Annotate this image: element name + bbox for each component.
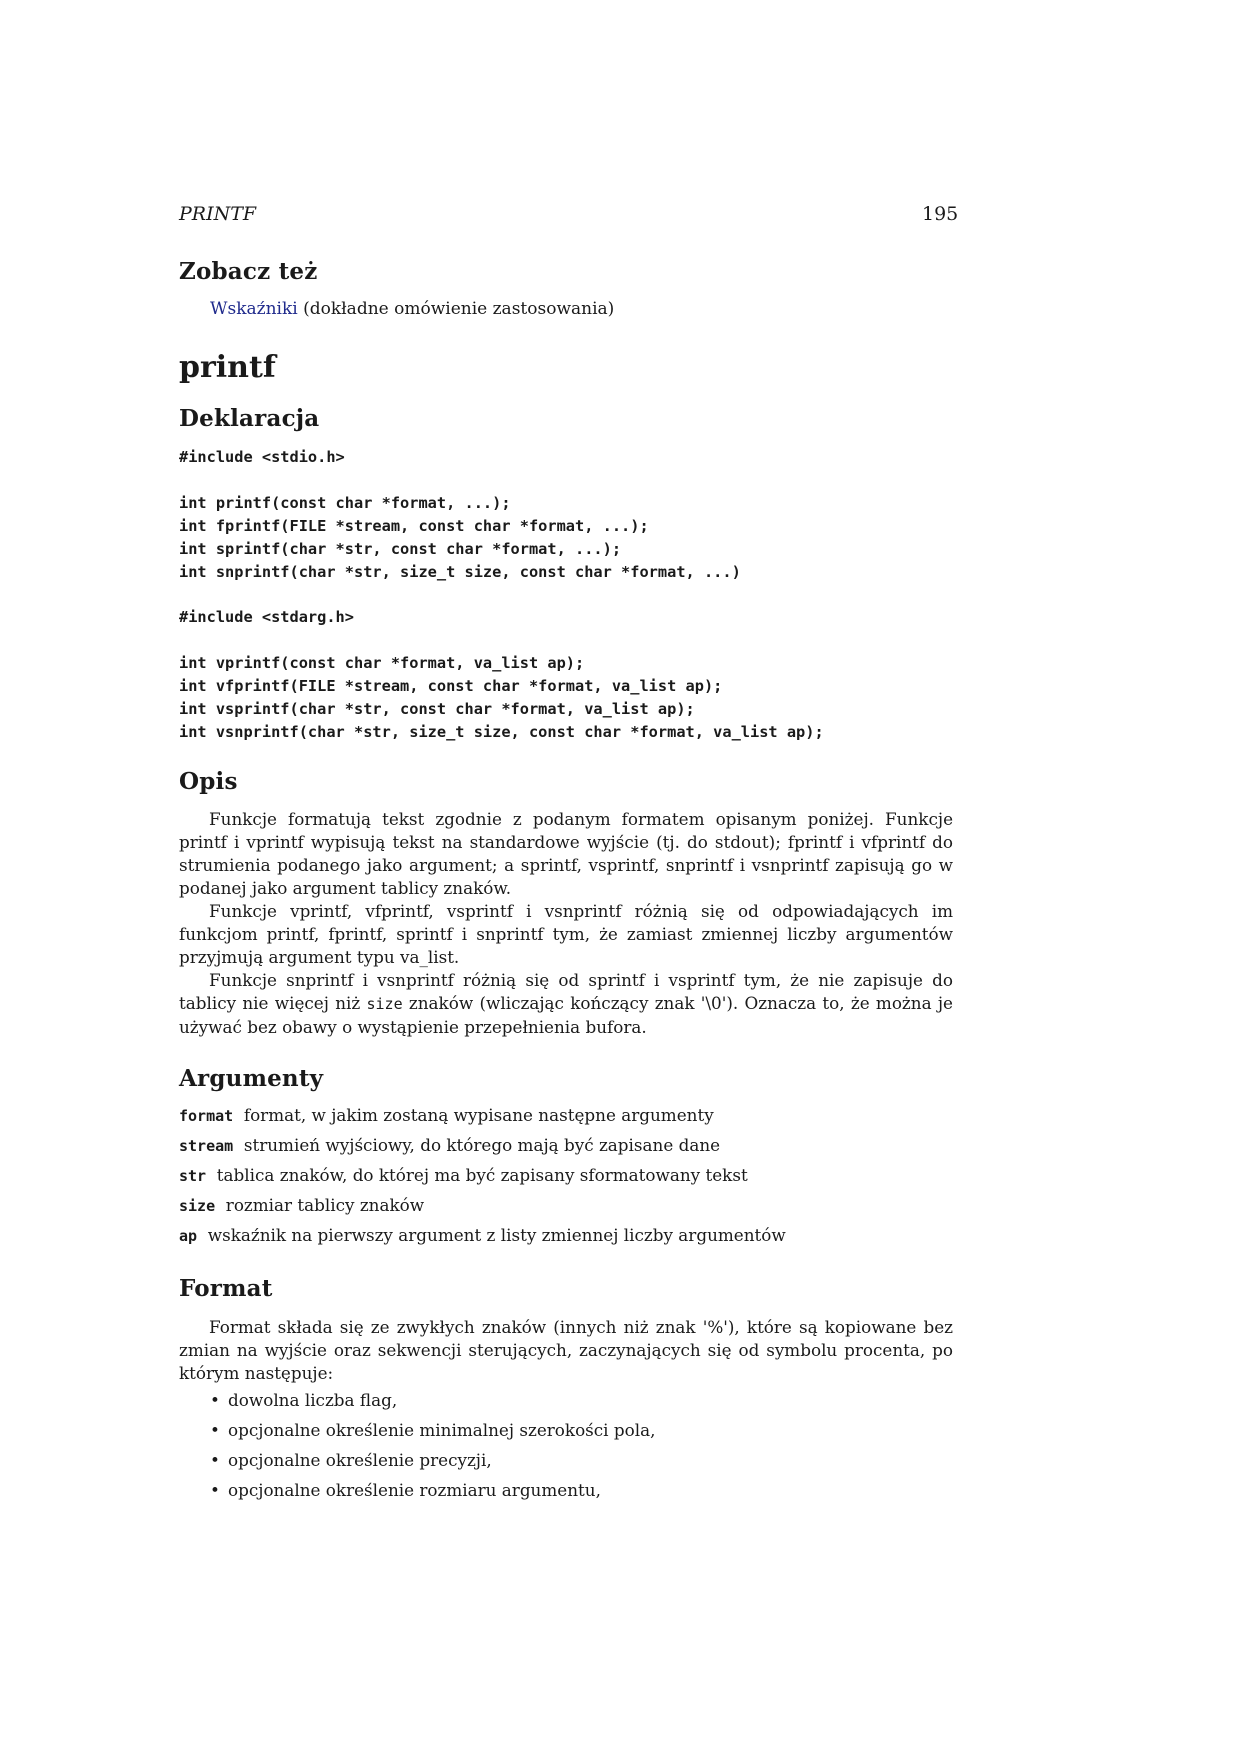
decl-vsprintf: int vsprintf(char *str, const char *format, va_list ap); — [179, 700, 695, 718]
description-heading: Opis — [179, 768, 238, 795]
decl-fprintf: int fprintf(FILE *stream, const char *format, ...); — [179, 517, 649, 535]
size-code: size — [366, 995, 403, 1013]
declaration-heading: Deklaracja — [179, 405, 320, 432]
section-title: printf — [179, 350, 276, 385]
argument-item: stream strumień wyjściowy, do którego mają być zapisane dane — [179, 1135, 721, 1155]
arguments-heading: Argumenty — [179, 1065, 324, 1092]
argument-item: format format, w jakim zostaną wypisane następne argumenty — [179, 1105, 714, 1125]
argument-item: ap wskaźnik na pierwszy argument z listy zmiennej liczby argumentów — [179, 1225, 786, 1245]
include-stdarg: #include <stdarg.h> — [179, 608, 354, 626]
decl-vprintf: int vprintf(const char *format, va_list ap); — [179, 654, 585, 672]
include-stdio: #include <stdio.h> — [179, 448, 345, 466]
description-paragraph-3: Funkcje snprintf i vsnprintf różnią się od sprintf i vsprintf tym, że nie zapisuje do tablicy nie więcej niż size znaków (wliczając kończący znak '\0'). Oznacza to, że można je używać bez obawy o wystąpienie przepełnienia bufora. — [179, 970, 953, 1037]
see-also-heading: Zobacz też — [179, 258, 318, 285]
decl-vfprintf: int vfprintf(FILE *stream, const char *format, va_list ap); — [179, 677, 723, 695]
argument-item: str tablica znaków, do której ma być zapisany sformatowany tekst — [179, 1165, 748, 1185]
running-header-title: PRINTF — [179, 203, 257, 225]
see-also-description: (dokładne omówienie zastosowania) — [297, 299, 615, 319]
list-item: • dowolna liczba flag, — [210, 1390, 398, 1410]
pointers-link[interactable]: Wskaźniki — [210, 299, 298, 319]
argument-item: size rozmiar tablicy znaków — [179, 1195, 425, 1215]
decl-snprintf: int snprintf(char *str, size_t size, const char *format, ...) — [179, 563, 741, 581]
format-heading: Format — [179, 1275, 273, 1302]
page-number: 195 — [922, 203, 959, 225]
decl-sprintf: int sprintf(char *str, const char *format, ...); — [179, 540, 622, 558]
description-paragraph-2: Funkcje vprintf, vfprintf, vsprintf i vsnprintf różnią się od odpowiadających im funkcjom printf, fprintf, sprintf i snprintf tym, że zamiast zmiennej liczby argumentów przyjmują argument typu va_list. — [179, 901, 953, 967]
format-paragraph: Format składa się ze zwykłych znaków (innych niż znak '%'), które są kopiowane bez zmian na wyjście oraz sekwencji sterujących, zaczynających się od symbolu procenta, po którym następuje: — [179, 1317, 953, 1383]
decl-printf: int printf(const char *format, ...); — [179, 494, 511, 512]
description-paragraph-1: Funkcje formatują tekst zgodnie z podanym formatem opisanym poniżej. Funkcje printf i vprintf wypisują tekst na standardowe wyjście (tj. do stdout); fprintf i vfprintf do strumienia podanego jako argument; a sprintf, vsprintf, snprintf i vsnprintf zapisują go w podanej jako argument tablicy znaków. — [179, 809, 953, 898]
list-item: • opcjonalne określenie minimalnej szerokości pola, — [210, 1420, 656, 1440]
see-also-line — [210, 299, 614, 319]
decl-vsnprintf: int vsnprintf(char *str, size_t size, const char *format, va_list ap); — [179, 723, 824, 741]
list-item: • opcjonalne określenie precyzji, — [210, 1450, 492, 1470]
list-item: • opcjonalne określenie rozmiaru argumentu, — [210, 1480, 601, 1500]
